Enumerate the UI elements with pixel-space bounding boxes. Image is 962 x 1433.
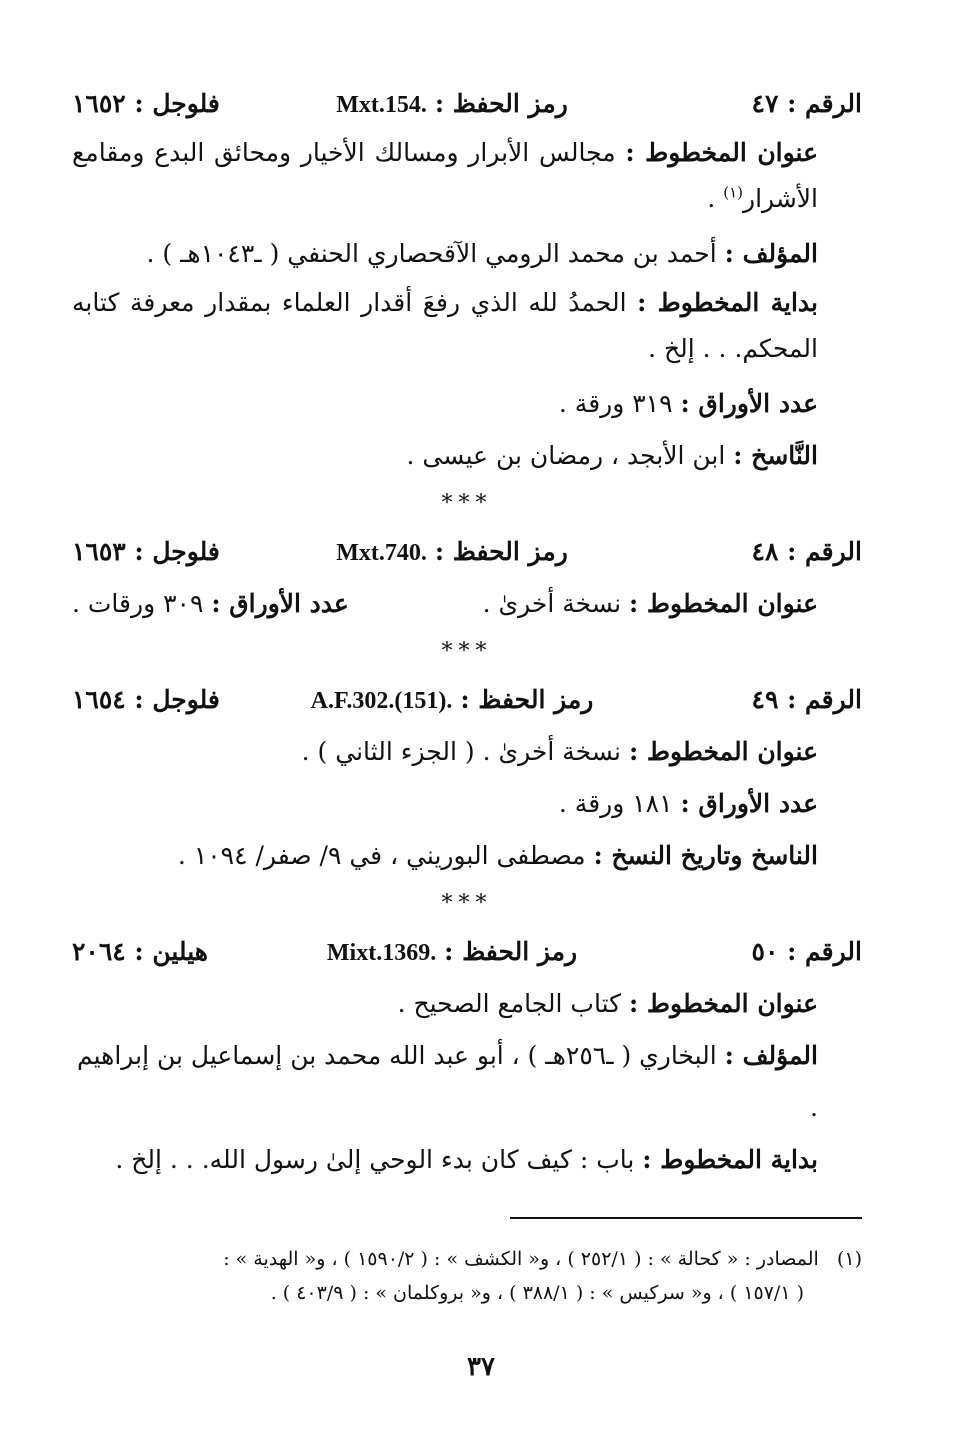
incipit-text: باب : كيف كان بدء الوحي إلىٰ رسول الله. . . إلخ . [115, 1145, 635, 1174]
leaves-count [72, 578, 349, 630]
shelf-label: رمز الحفظ : [434, 537, 568, 566]
leaves-text: ١٨١ ورقة . [558, 789, 673, 818]
shelf-label: رمز الحفظ : [434, 89, 568, 118]
leaves-label: عدد الأوراق : [211, 589, 349, 618]
title-label: عنوان المخطوط : [628, 589, 818, 618]
catalog-content [72, 78, 862, 1186]
footnote [72, 1242, 862, 1310]
footnote-divider [510, 1217, 862, 1219]
entry-header [72, 526, 862, 578]
footnote-text-1: المصادر : « كحالة » : ( ٢٥٢/١ ) ، و« الكشف » : ( ١٥٩٠/٢ ) ، و« الهدية » : [223, 1248, 819, 1270]
author-text: أحمد بن محمد الرومي الآقحصاري الحنفي ( ـ١٠٤٣هـ ) . [146, 239, 717, 268]
title-text: مجالس الأبرار ومسالك الأخيار ومحائق البدع ومقامع الأشرار [72, 138, 818, 213]
leaves-text: ٣٠٩ ورقات . [72, 589, 204, 618]
author [72, 1030, 862, 1134]
incipit [72, 1134, 862, 1186]
leaves-label: عدد الأوراق : [680, 789, 818, 818]
footnote-line-2: ( ١٥٧/١ ) ، و« سركيس » : ( ٣٨٨/١ ) ، و« بروكلمان » : ( ٤٠٣/٩ ) . [270, 1282, 804, 1304]
shelf-code: A.F.302.(151). [310, 688, 453, 714]
title-text: نسخة أخرىٰ . ( الجزء الثاني ) . [301, 737, 622, 766]
entry-header [72, 78, 862, 130]
author [72, 228, 862, 280]
incipit-label: بداية المخطوط : [642, 1145, 818, 1174]
entry-number: الرقم : ٤٧ [751, 89, 862, 118]
manuscript-title [72, 726, 862, 778]
title-label: عنوان المخطوط : [628, 989, 818, 1018]
title-text: نسخة أخرىٰ . [482, 589, 622, 618]
entry-number: الرقم : ٥٠ [751, 937, 862, 966]
copyist-label: النَّاسخ : [733, 441, 818, 470]
leaves-count [72, 378, 862, 430]
footnote-ref: (١) [723, 183, 744, 202]
shelf-mark [302, 526, 602, 579]
leaves-text: ٣١٩ ورقة . [558, 389, 673, 418]
shelf-code: Mxt.154. [336, 92, 427, 118]
collection-ref: فلوجل : ١٦٥٢ [72, 89, 220, 118]
footnote-marker: (١) [836, 1248, 862, 1270]
author-text: البخاري ( ـ٢٥٦هـ ) ، أبو عبد الله محمد بن إسماعيل بن إبراهيم . [77, 1041, 818, 1122]
entry-separator: *** [441, 891, 493, 916]
author-label: المؤلف : [724, 1041, 818, 1070]
incipit-label: بداية المخطوط : [637, 288, 818, 317]
collection-ref: فلوجل : ١٦٥٣ [72, 537, 220, 566]
copyist-text: مصطفى البوريني ، في ٩/ صفر/ ١٠٩٤ . [177, 841, 586, 870]
page-number: ٣٧ [467, 1352, 495, 1382]
entry-header [72, 926, 862, 978]
copyist [72, 430, 862, 482]
manuscript-title [72, 978, 862, 1030]
title-label: عنوان المخطوط : [625, 138, 818, 167]
entry-header [72, 674, 862, 726]
collection-ref: هيلين : ٢٠٦٤ [72, 937, 208, 966]
copyist-label: الناسخ وتاريخ النسخ : [593, 841, 818, 870]
entry-number: الرقم : ٤٨ [751, 537, 862, 566]
entry-number: الرقم : ٤٩ [751, 685, 862, 714]
author-label: المؤلف : [724, 239, 818, 268]
shelf-mark [302, 78, 602, 131]
entry-separator: *** [441, 639, 493, 664]
leaves-count [72, 778, 862, 830]
copyist-text: ابن الأبجد ، رمضان بن عيسى . [406, 441, 726, 470]
title-end: . [707, 184, 724, 213]
shelf-code: Mixt.1369. [326, 940, 437, 966]
incipit-text: الحمدُ لله الذي رفعَ أقدار العلماء بمقدار معرفة كتابه المحكم. . . إلخ . [72, 288, 818, 363]
incipit [72, 280, 862, 372]
leaves-label: عدد الأوراق : [680, 389, 818, 418]
copyist [72, 830, 862, 882]
shelf-mark [302, 926, 602, 979]
manuscript-title [72, 130, 862, 222]
collection-ref: فلوجل : ١٦٥٤ [72, 685, 220, 714]
shelf-code: Mxt.740. [336, 540, 427, 566]
shelf-label: رمز الحفظ : [444, 937, 578, 966]
title-and-leaves [72, 578, 862, 630]
title-label: عنوان المخطوط : [628, 737, 818, 766]
entry-separator: *** [441, 491, 493, 516]
manuscript-title [483, 578, 862, 630]
footnote-line-1 [72, 1242, 862, 1276]
shelf-mark [302, 674, 602, 727]
shelf-label: رمز الحفظ : [460, 685, 594, 714]
title-text: كتاب الجامع الصحيح . [397, 989, 622, 1018]
